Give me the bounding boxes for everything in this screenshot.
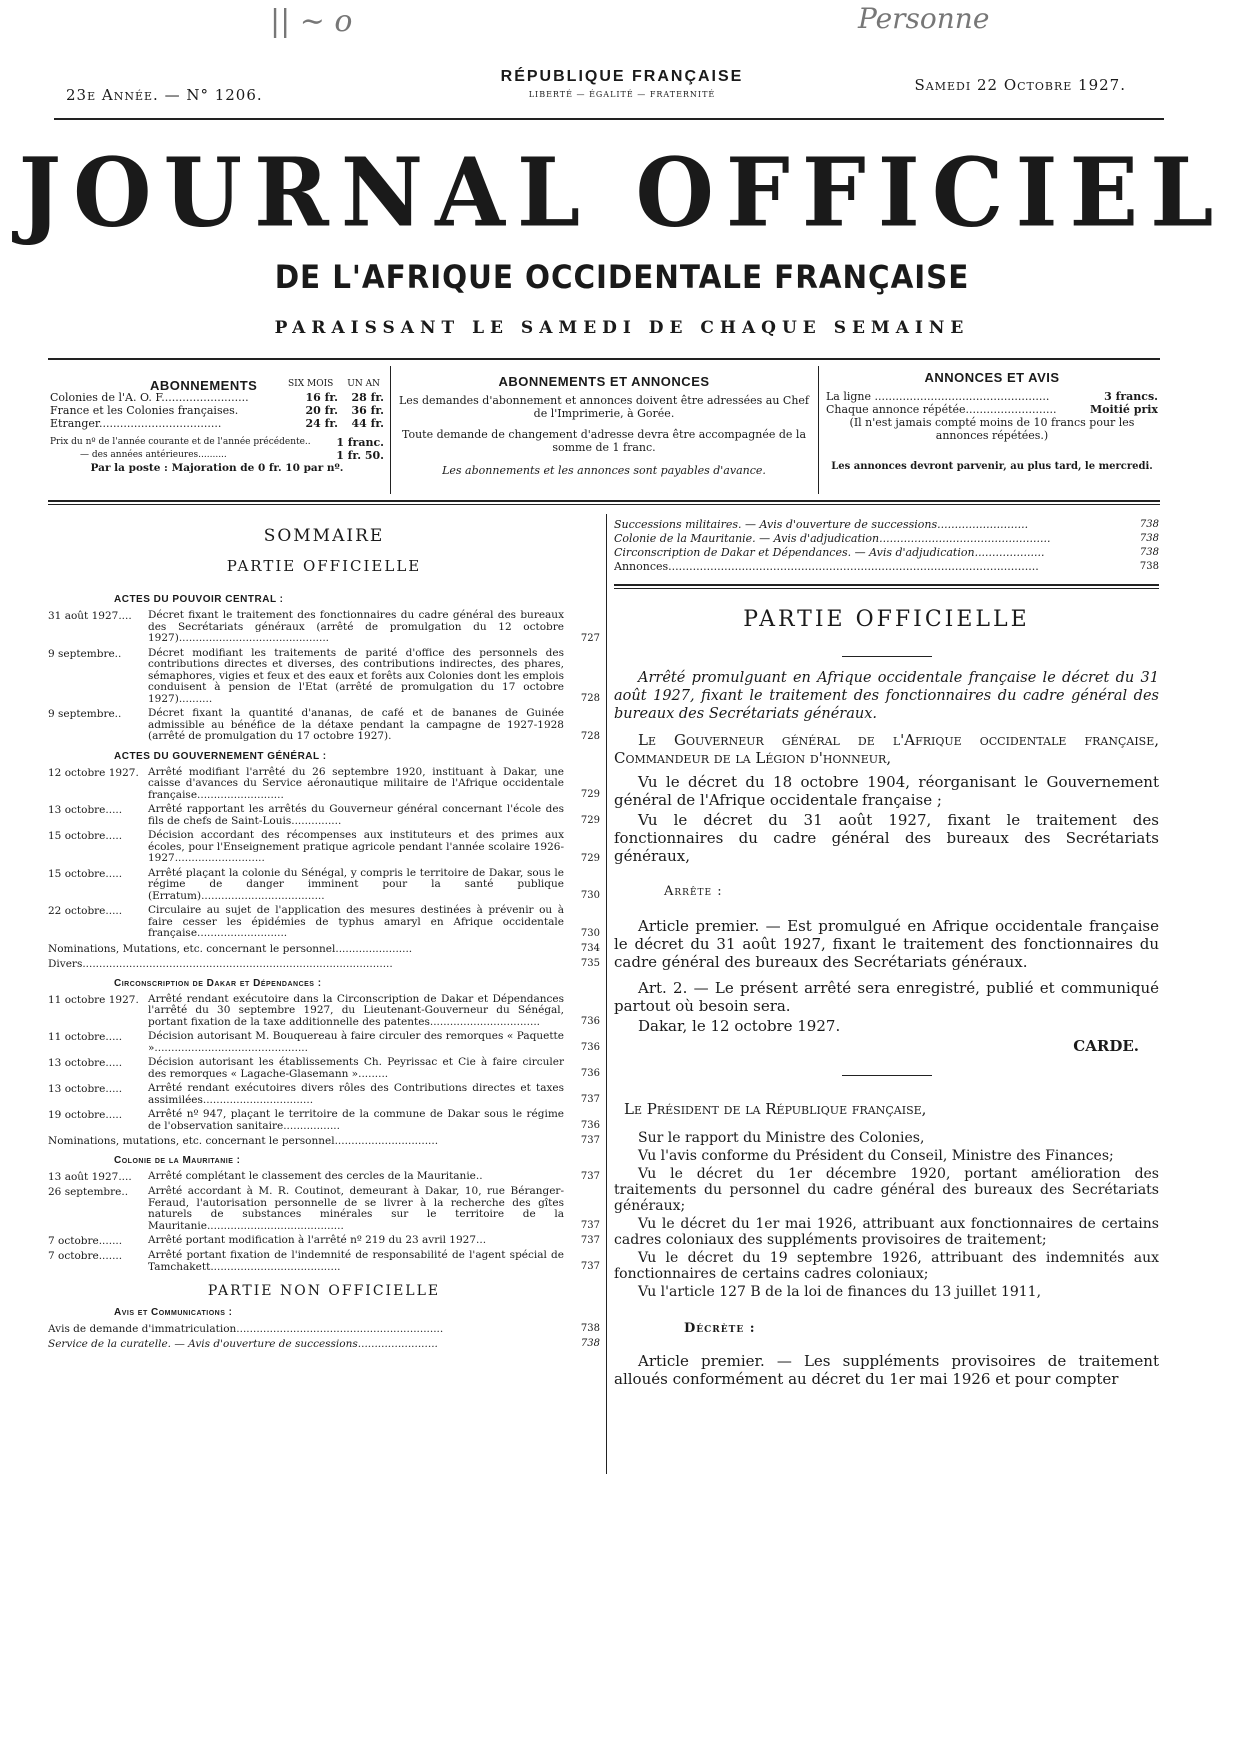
rate-label: Chaque annonce répétée.......................... bbox=[826, 403, 1057, 416]
entry-text: Décision autorisant les établissements Ch. Peyrissac et Cie à faire circuler des remorques « Lagache-Glasemann »......... bbox=[148, 1056, 564, 1080]
visa-1: Vu le décret du 18 octobre 1904, réorganisant le Gouvernement général de l'Afrique occidentale française ; bbox=[614, 773, 1159, 809]
notices-heading: ABONNEMENTS ET ANNONCES bbox=[498, 374, 710, 389]
entry-date: 9 septembre.. bbox=[48, 647, 122, 660]
mauritanie-heading: Colonie de la Mauritanie : bbox=[114, 1155, 241, 1166]
box-divider-1 bbox=[390, 366, 391, 494]
dakar-heading: Circonscription de Dakar et Dépendances : bbox=[114, 977, 322, 989]
entry-date: 31 août 1927.... bbox=[48, 610, 132, 622]
entry-text: Décision accordant des récompenses aux instituteurs et des primes aux écoles, pour l'Enseignement pratique agricole pendant l'année scolaire 1926-1927........................... bbox=[148, 829, 564, 864]
price-row bbox=[50, 449, 384, 462]
toc-entry bbox=[48, 648, 600, 706]
rate-row bbox=[50, 417, 384, 430]
price-row bbox=[50, 436, 384, 449]
entry-page: 729 bbox=[580, 852, 600, 864]
entry-text: Décret modifiant les traitements de parité d'office des personnels des contributions directes et diverses, des contributions indirectes, des phares, sémaphores, vigies et feux et des eaux et forêts aux Colonies dont les emplois conduisent à pension de l'Etat (arrêté de promulgation du 17 octobre 1927).......... bbox=[148, 646, 564, 705]
col-one-year: UN AN bbox=[347, 379, 380, 389]
divider-rule bbox=[842, 1075, 932, 1076]
entry-page: 737 bbox=[580, 1171, 600, 1182]
col-six-months: SIX MOIS bbox=[287, 379, 334, 389]
entry-date: 9 septembre.. bbox=[48, 708, 122, 720]
toc-entry bbox=[48, 868, 600, 903]
article-body bbox=[614, 669, 1159, 1388]
entry-date: 7 octobre....... bbox=[48, 1250, 123, 1262]
entry-page: 737 bbox=[580, 1261, 600, 1272]
handwritten-mark: || ∼ o bbox=[270, 4, 353, 39]
entry-text: Arrêté rendant exécutoire dans la Circonscription de Dakar et Dépendances l'arrêté du 30 septembre 1927, du Lieutenant-Gouverneur du Sénégal, portant fixation de la taxe additionnelle des patentes................................. bbox=[148, 992, 564, 1028]
announcements-box bbox=[826, 363, 1158, 491]
journal-title: JOURNAL OFFICIEL bbox=[18, 137, 1226, 249]
toc-nominations bbox=[48, 943, 600, 955]
visa-c: Vu le décret du 1er mai 1926, attribuant aux fonctionnaires de certains cadres coloniaux des suppléments provisoires de traitement; bbox=[614, 1216, 1159, 1248]
entry-date: 22 octobre..... bbox=[48, 905, 123, 917]
toc-entry bbox=[614, 532, 1159, 546]
price-value: 1 franc. bbox=[336, 436, 384, 449]
entry-page: 738 bbox=[1139, 547, 1159, 558]
rate-six: 16 fr. bbox=[305, 391, 338, 404]
entry-text: Circonscription de Dakar et Dépendances. — Avis d'adjudication.................... bbox=[614, 546, 1045, 559]
entry-text: Arrêté nº 947, plaçant le territoire de la commune de Dakar sous le régime de l'observation sanitaire................. bbox=[148, 1108, 564, 1132]
rate-value: Moitié prix bbox=[1089, 403, 1158, 416]
repeat-rate bbox=[826, 403, 1158, 416]
minimum-note: (Il n'est jamais compté moins de 10 francs pour les annonces répétées.) bbox=[849, 416, 1135, 442]
subscription-notices-box bbox=[396, 363, 812, 491]
sommaire-title: SOMMAIRE bbox=[263, 526, 385, 546]
entry-date: 26 septembre.. bbox=[48, 1186, 129, 1198]
entry-page: 728 bbox=[580, 693, 600, 704]
toc-nominations-dakar bbox=[48, 1135, 600, 1147]
pouvoir-central-heading: ACTES DU POUVOIR CENTRAL : bbox=[114, 594, 284, 605]
price-value: 1 fr. 50. bbox=[336, 449, 384, 462]
entry-text: Successions militaires. — Avis d'ouverture de successions.......................... bbox=[614, 518, 1029, 531]
toc-entry bbox=[48, 994, 600, 1029]
entry-page: 737 bbox=[580, 1220, 600, 1231]
toc-entry bbox=[48, 1057, 600, 1080]
gouvernement-general-heading: ACTES DU GOUVERNEMENT GÉNÉRAL : bbox=[114, 750, 327, 762]
section-rule-2 bbox=[614, 588, 1159, 589]
entry-text: Arrêté rendant exécutoires divers rôles des Contributions directes et taxes assimilées................................. bbox=[148, 1082, 564, 1106]
masthead-top bbox=[0, 68, 1244, 108]
entry-page: 727 bbox=[580, 632, 600, 644]
avis-heading: Avis et Communications : bbox=[114, 1307, 233, 1318]
entry-page: 738 bbox=[580, 1338, 600, 1349]
arrete-label: Arrête : bbox=[664, 884, 723, 899]
box-bottom-rule-2 bbox=[48, 504, 1160, 505]
visa-a: Vu l'avis conforme du Président du Conseil, Ministre des Finances; bbox=[638, 1148, 1114, 1164]
sommaire-column bbox=[48, 520, 600, 1353]
entry-text: Service de la curatelle. — Avis d'ouverture de successions........................ bbox=[48, 1338, 438, 1350]
entry-date: 11 octobre 1927. bbox=[48, 993, 139, 1006]
toc-entry bbox=[48, 610, 600, 645]
visa-2: Vu le décret du 31 août 1927, fixant le traitement des fonctionnaires du cadre général des bureaux des Secrétariats généraux, bbox=[614, 811, 1159, 865]
entry-page: 734 bbox=[580, 942, 600, 954]
publication-frequency: PARAISSANT LE SAMEDI DE CHAQUE SEMAINE bbox=[274, 318, 970, 338]
toc-entry bbox=[48, 767, 600, 802]
handwritten-note: Personne bbox=[858, 2, 990, 35]
toc-entry bbox=[48, 1186, 600, 1232]
signature: CARDE. bbox=[1073, 1037, 1139, 1055]
entry-page: 729 bbox=[580, 789, 600, 800]
entry-page: 738 bbox=[1139, 561, 1159, 572]
republic-motto: LIBERTÉ — ÉGALITÉ — FRATERNITÉ bbox=[528, 90, 716, 99]
sommaire-partie-officielle: PARTIE OFFICIELLE bbox=[226, 557, 422, 575]
entry-page: 729 bbox=[580, 815, 600, 826]
journal-subtitle: DE L'AFRIQUE OCCIDENTALE FRANÇAISE bbox=[274, 258, 970, 296]
article-2: Art. 2. — Le présent arrêté sera enregistré, publié et communiqué partout où besoin sera. bbox=[614, 979, 1159, 1015]
entry-page: 738 bbox=[1139, 519, 1159, 530]
entry-text: Arrêté portant modification à l'arrêté nº 219 du 23 avril 1927... bbox=[148, 1234, 487, 1246]
entry-page: 736 bbox=[580, 1068, 600, 1079]
toc-divers bbox=[48, 958, 600, 970]
rate-label: La ligne .................................................. bbox=[826, 390, 1050, 403]
deadline-note: Les annonces devront parvenir, au plus tard, le mercredi. bbox=[831, 461, 1153, 472]
republic-title: RÉPUBLIQUE FRANÇAISE bbox=[500, 68, 744, 85]
entry-text: Décision autorisant M. Bouquereau à faire circuler des remorques « Paquette ».............................................. bbox=[148, 1030, 564, 1054]
box-divider-2 bbox=[818, 366, 819, 494]
entry-page: 737 bbox=[580, 1235, 600, 1246]
visa-b: Vu le décret du 1er décembre 1920, portant amélioration des traitements du personnel du cadre général des bureaux des Secrétariats généraux; bbox=[614, 1166, 1159, 1214]
entry-text: Nominations, Mutations, etc. concernant le personnel....................... bbox=[48, 942, 413, 955]
rate-year: 36 fr. bbox=[351, 404, 384, 417]
entry-date: 13 août 1927.... bbox=[48, 1171, 132, 1183]
rate-value: 3 francs. bbox=[1104, 390, 1158, 403]
entry-page: 738 bbox=[1139, 533, 1159, 544]
entry-date: 13 octobre..... bbox=[48, 1083, 123, 1095]
toc-entry bbox=[614, 518, 1159, 532]
toc-entry bbox=[48, 905, 600, 940]
rate-label: Etranger................................... bbox=[50, 417, 222, 430]
toc-entry bbox=[48, 1323, 600, 1335]
entry-date: 12 octobre 1927. bbox=[48, 766, 139, 779]
toc-entry bbox=[48, 1109, 600, 1132]
rate-year: 44 fr. bbox=[351, 417, 384, 430]
notice-payment: Les abonnements et les annonces sont payables d'avance. bbox=[442, 464, 766, 477]
entry-date: 13 octobre..... bbox=[48, 1057, 123, 1069]
toc-entry bbox=[48, 830, 600, 865]
price-label: — des années antérieures.......... bbox=[80, 450, 227, 460]
entry-text: Arrêté accordant à M. R. Coutinot, demeurant à Dakar, 10, rue Béranger-Feraud, l'autorisation personnelle de se livrer à la recherche des gîtes naturels de substances minérales sur le territoire de la Mauritanie......................................... bbox=[148, 1185, 564, 1232]
header-rule bbox=[54, 118, 1164, 120]
rate-year: 28 fr. bbox=[351, 391, 384, 404]
toc-entry bbox=[48, 1235, 600, 1247]
box-bottom-rule bbox=[48, 500, 1160, 502]
entry-date: 11 octobre..... bbox=[48, 1031, 123, 1043]
toc-entry bbox=[48, 1250, 600, 1273]
section-rule bbox=[614, 584, 1159, 586]
entry-page: 730 bbox=[580, 927, 600, 939]
entry-text: Nominations, mutations, etc. concernant le personnel............................... bbox=[48, 1135, 439, 1147]
entry-page: 738 bbox=[580, 1323, 600, 1334]
announcements-heading: ANNONCES ET AVIS bbox=[924, 370, 1060, 385]
toc-entry bbox=[48, 804, 600, 827]
rate-row bbox=[50, 391, 384, 404]
place-date: Dakar, le 12 octobre 1927. bbox=[638, 1017, 841, 1035]
toc-entry bbox=[48, 1171, 600, 1183]
entry-page: 737 bbox=[580, 1135, 600, 1146]
entry-text: Avis de demande d'immatriculation.............................................................. bbox=[48, 1323, 444, 1335]
entry-date: 15 octobre..... bbox=[48, 867, 123, 880]
entry-text: Décret fixant la quantité d'ananas, de café et de bananes de Guinée admissible au bénéfice de la détaxe pendant la campagne de 1927-1928 (arrêté de promulgation du 17 octobre 1927). bbox=[148, 707, 564, 742]
partie-non-officielle: PARTIE NON OFFICIELLE bbox=[207, 1283, 441, 1299]
entry-text: Arrêté rapportant les arrêtés du Gouverneur général concernant l'école des fils de chefs de Saint-Louis............... bbox=[148, 803, 564, 827]
toc-continued bbox=[614, 518, 1159, 574]
toc-entry bbox=[48, 1083, 600, 1106]
rate-row bbox=[50, 404, 384, 417]
toc-entry bbox=[48, 708, 600, 743]
notice-address: Les demandes d'abonnement et annonces doivent être adressées au Chef de l'Imprimerie, à Gorée. bbox=[399, 394, 809, 420]
title-rule bbox=[842, 656, 932, 657]
entry-text: Arrêté modifiant l'arrêté du 26 septembre 1920, instituant à Dakar, une caisse d'avances du Service aéronautique militaire de l'Afrique occidentale française.......................... bbox=[148, 765, 564, 801]
entry-text: Circulaire au sujet de l'application des mesures destinées à prévenir ou à faire cesser les épidémies de typhus amaryl en Afrique occidentale française........................... bbox=[148, 904, 564, 939]
column-divider bbox=[606, 514, 607, 1474]
entry-date: 19 octobre..... bbox=[48, 1109, 123, 1121]
entry-date: 15 octobre..... bbox=[48, 830, 123, 842]
decrete-label: Décrète : bbox=[684, 1321, 756, 1336]
entry-page: 736 bbox=[580, 1120, 600, 1131]
subscriptions-heading: ABONNEMENTS bbox=[150, 378, 258, 393]
partie-officielle-title: PARTIE OFFICIELLE bbox=[743, 607, 1030, 632]
president-line: Le Président de la République française, bbox=[624, 1100, 927, 1118]
postal-surcharge: Par la poste : Majoration de 0 fr. 10 par nº. bbox=[90, 462, 344, 474]
rate-label: France et les Colonies françaises. bbox=[50, 404, 239, 417]
sur-rapport: Sur le rapport du Ministre des Colonies, bbox=[638, 1130, 925, 1146]
box-top-rule bbox=[48, 358, 1160, 360]
entry-date: 7 octobre....... bbox=[48, 1235, 123, 1247]
visa-d: Vu le décret du 19 septembre 1926, attribuant des indemnités aux fonctionnaires de certains cadres coloniaux; bbox=[614, 1250, 1159, 1282]
arrete-heading: Arrêté promulguant en Afrique occidentale française le décret du 31 août 1927, fixant le traitement des fonctionnaires du cadre général des bureaux des Secrétariats généraux. bbox=[614, 670, 1159, 722]
gouverneur-line: Le Gouverneur général de l'Afrique occidentale française, Commandeur de la Légion d'honneur, bbox=[614, 731, 1159, 767]
toc-entry bbox=[614, 560, 1159, 574]
entry-page: 735 bbox=[580, 957, 600, 969]
entry-text: Arrêté complétant le classement des cercles de la Mauritanie.. bbox=[148, 1170, 483, 1182]
entry-page: 737 bbox=[580, 1094, 600, 1105]
main-column bbox=[614, 518, 1159, 1390]
line-rate bbox=[826, 390, 1158, 403]
toc-entry bbox=[48, 1031, 600, 1054]
visa-e: Vu l'article 127 B de la loi de finances du 13 juillet 1911, bbox=[638, 1284, 1042, 1300]
rate-six: 24 fr. bbox=[305, 417, 338, 430]
entry-text: Divers............................................................................................. bbox=[48, 957, 393, 970]
entry-page: 736 bbox=[580, 1042, 600, 1053]
article-1: Article premier. — Est promulgué en Afrique occidentale française le décret du 31 août 1927, fixant le traitement des fonctionnaires du cadre général des bureaux des Secrétariats généraux. bbox=[614, 917, 1159, 971]
decret-article-1: Article premier. — Les suppléments provisoires de traitement alloués conformément au décret du 1er mai 1926 et pour compter bbox=[614, 1352, 1159, 1388]
toc-entry bbox=[614, 546, 1159, 560]
entry-page: 736 bbox=[580, 1016, 600, 1027]
entry-date: 13 octobre..... bbox=[48, 804, 123, 816]
rate-label: Colonies de l'A. O. F......................... bbox=[50, 391, 249, 404]
issue-date: Samedi 22 Octobre 1927. bbox=[914, 76, 1126, 94]
entry-text: Arrêté plaçant la colonie du Sénégal, y compris le territoire de Dakar, sous le régime de danger imminent pour la santé publique (Erratum)..................................... bbox=[148, 866, 564, 902]
rate-six: 20 fr. bbox=[305, 404, 338, 417]
entry-text: Arrêté portant fixation de l'indemnité de responsabilité de l'agent spécial de Tamchakett....................................... bbox=[148, 1249, 564, 1273]
entry-text: Colonie de la Mauritanie. — Avis d'adjudication................................................. bbox=[614, 532, 1051, 545]
notice-change-address: Toute demande de changement d'adresse devra être accompagnée de la somme de 1 franc. bbox=[401, 428, 807, 454]
price-label: Prix du nº de l'année courante et de l'année précédente.. bbox=[50, 437, 311, 447]
toc-entry bbox=[48, 1338, 600, 1350]
entry-text: Décret fixant le traitement des fonctionnaires du cadre général des bureaux des Secrétariats généraux (arrêté de promulgation du 12 octobre 1927)............................................. bbox=[148, 609, 564, 644]
entry-page: 730 bbox=[580, 890, 600, 901]
entry-text: Annonces.......................................................................................................... bbox=[614, 560, 1039, 573]
entry-page: 728 bbox=[580, 730, 600, 742]
subscriptions-box bbox=[50, 363, 384, 491]
issue-number: 23e Année. — N° 1206. bbox=[66, 86, 263, 104]
